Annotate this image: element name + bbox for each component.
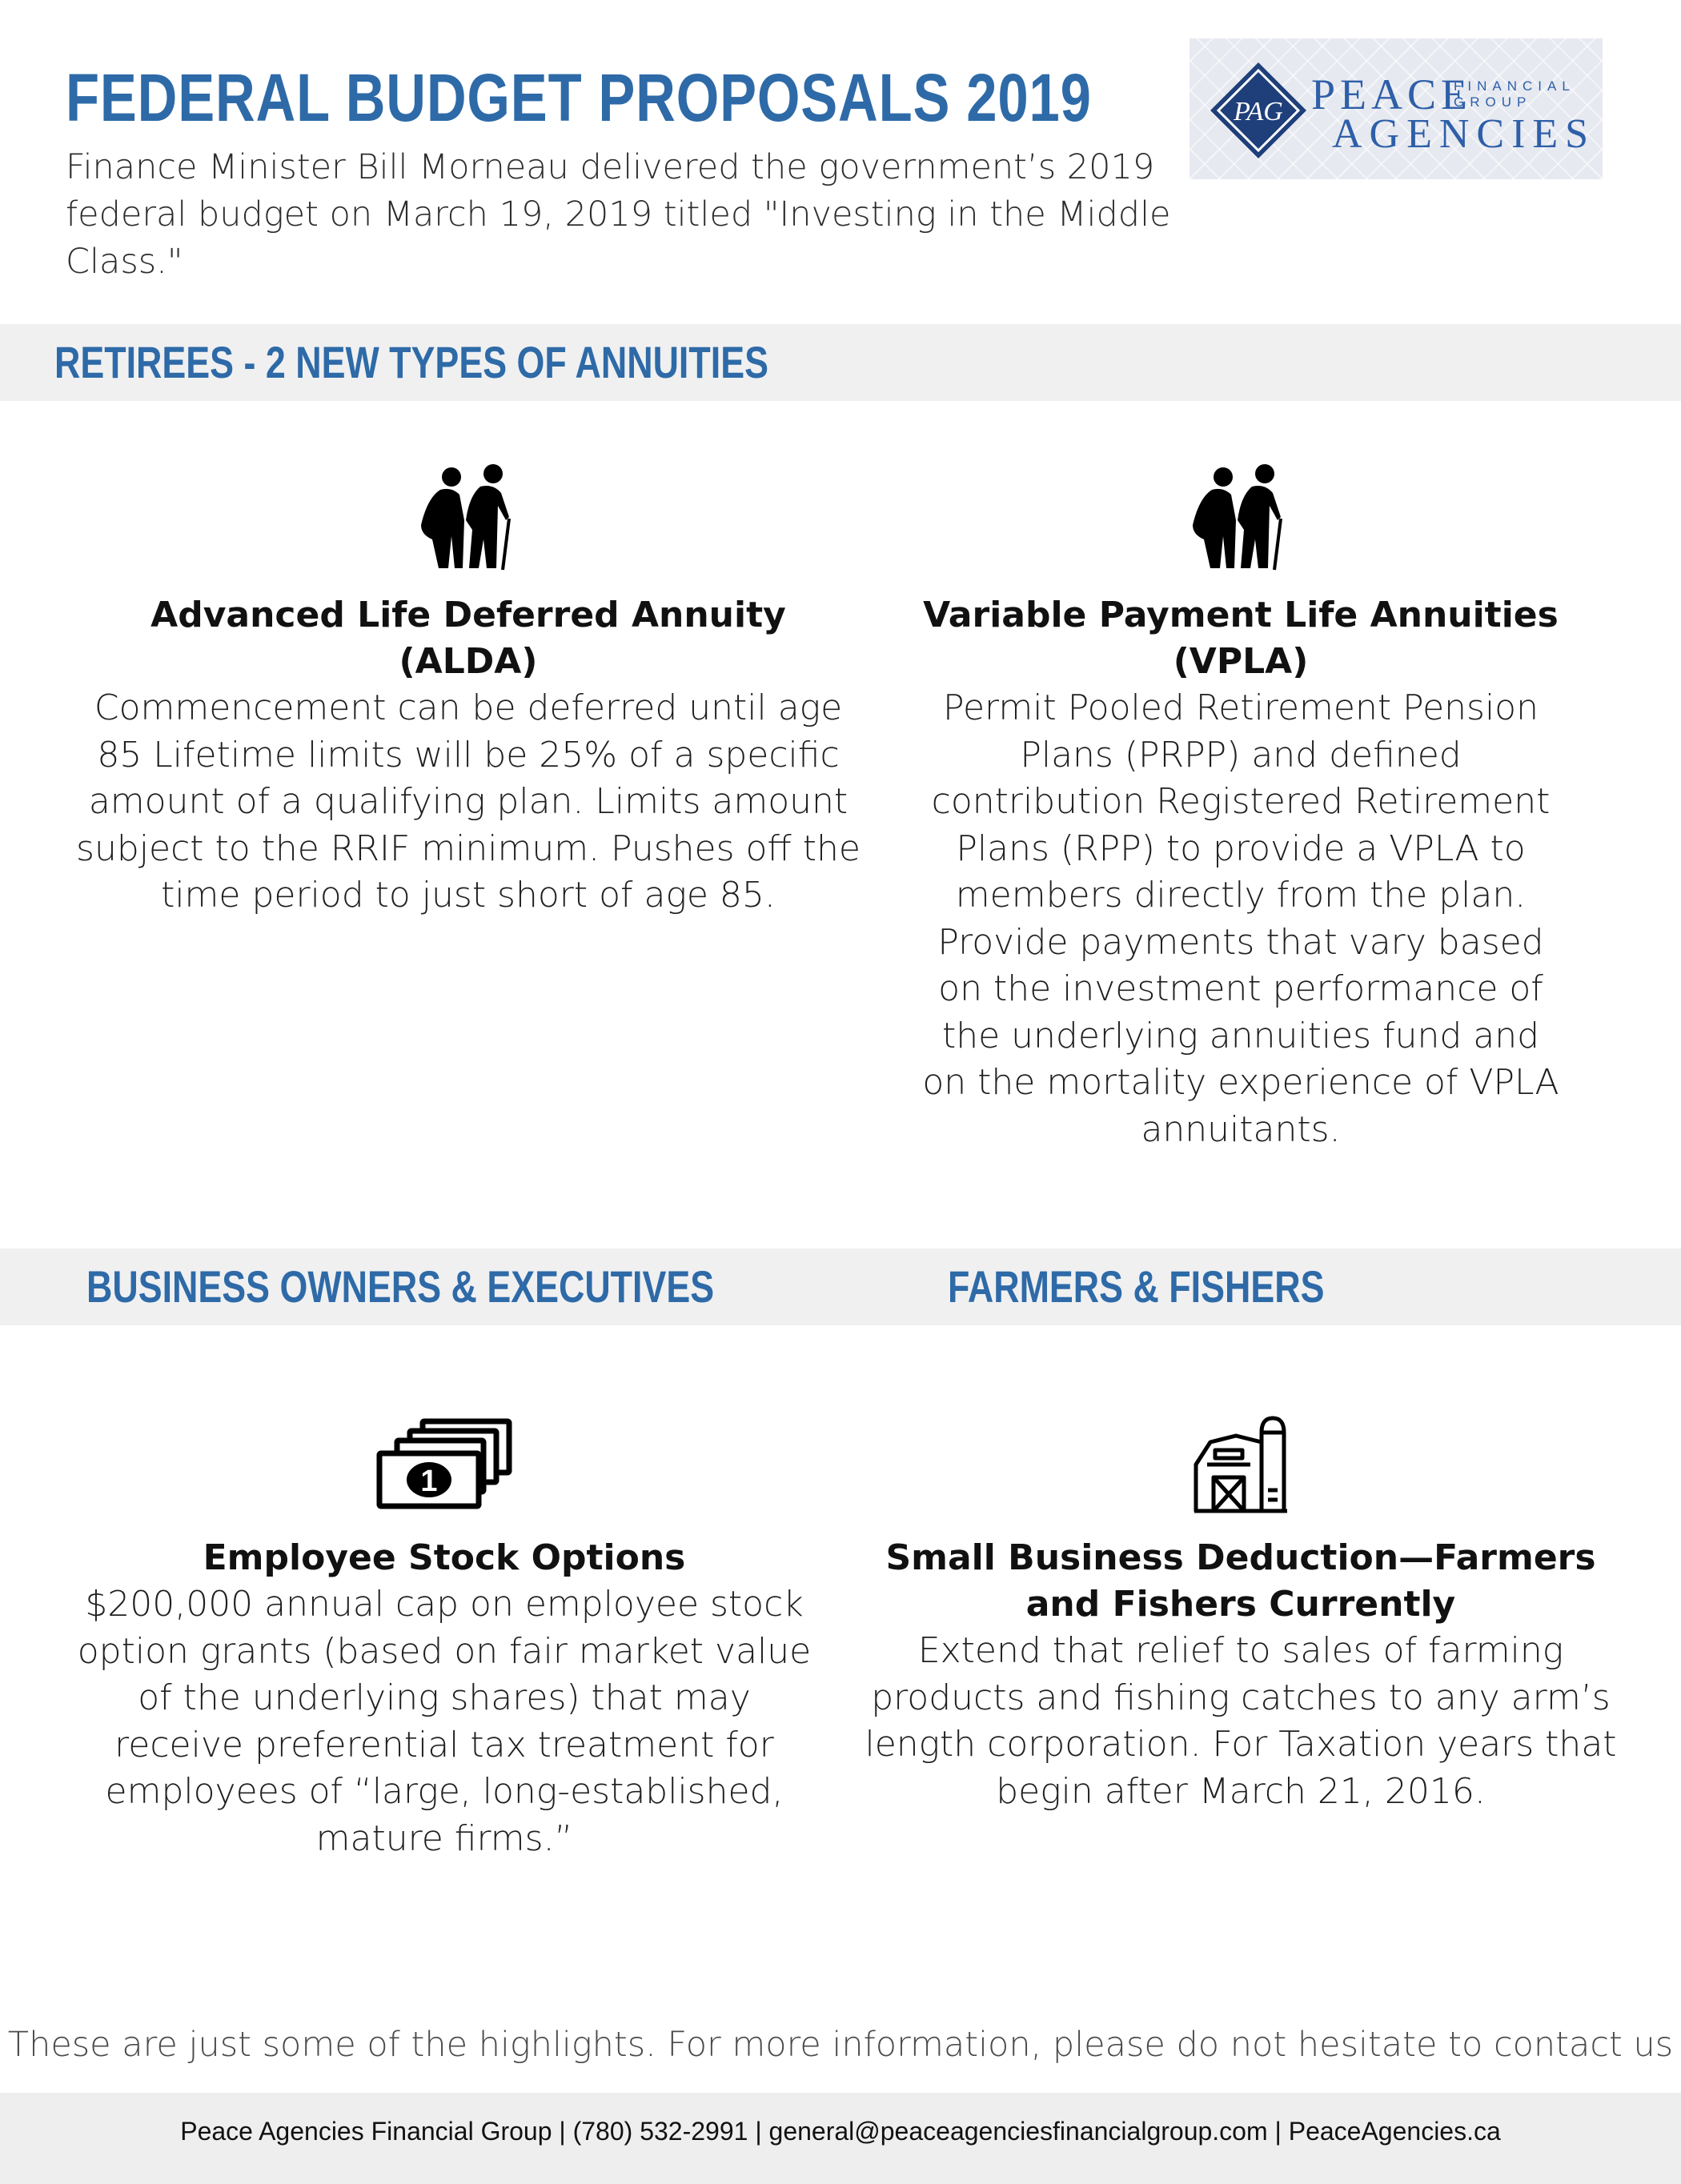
logo-word-agencies: AGENCIES <box>1332 111 1596 157</box>
elderly-couple-icon <box>416 463 522 575</box>
section-heading-farmers: FARMERS & FISHERS <box>948 1261 1325 1312</box>
logo-word-group: GROUP <box>1454 94 1532 110</box>
money-stack-icon <box>375 1417 516 1513</box>
alda-title-line1: Advanced Life Deferred Annuity <box>150 595 786 635</box>
logo-diamond-emblem <box>1209 61 1308 160</box>
company-logo <box>1190 38 1603 179</box>
alda-title-line2: (ALDA) <box>399 641 538 682</box>
logo-monogram: PAG <box>1234 97 1283 126</box>
section-heading-business: BUSINESS OWNERS & EXECUTIVES <box>86 1261 715 1312</box>
farmers-title: Small Business Deduction—Farmers and Fishers Currently <box>885 1537 1596 1625</box>
stock-options-body: $200,000 annual cap on employee stock option grants (based on fair market value of the underlying shares) that may receive preferential tax treatment for employees of “large, long-established, mature firms.” <box>77 1584 812 1859</box>
vpla-title-line1: Variable Payment Life Annuities <box>923 595 1559 635</box>
svg-text:1: 1 <box>420 1465 438 1498</box>
logo-word-financial: FINANCIAL <box>1454 78 1575 94</box>
intro-paragraph: Finance Minister Bill Morneau delivered the government’s 2019 federal budget on March 19, 2019 titled "Investing in the Middle Class." <box>66 147 1171 282</box>
alda-body: Commencement can be deferred until age 85 Lifetime limits will be 25% of a specific amount of a qualifying plan. Limits amount subject to the RRIF minimum. Pushes off the time period to just short of age 85. <box>76 687 861 916</box>
stock-options-title: Employee Stock Options <box>203 1537 686 1578</box>
page-title: FEDERAL BUDGET PROPOSALS 2019 <box>66 60 1092 135</box>
elderly-couple-icon <box>1188 463 1294 575</box>
section-heading-retirees: RETIREES - 2 NEW TYPES OF ANNUITIES <box>54 337 768 387</box>
footer-contact: Peace Agencies Financial Group | (780) 532-2991 | general@peaceagenciesfinancialgroup.com | PeaceAgencies.ca <box>180 2117 1501 2146</box>
logo-word-peace: PEACE <box>1311 70 1473 118</box>
farmers-body: Extend that relief to sales of farming products and fishing catches to any arm’s length corporation. For Taxation years that begin after March 21, 2016. <box>865 1630 1617 1812</box>
vpla-title-line2: (VPLA) <box>1173 641 1309 682</box>
vpla-body: Permit Pooled Retirement Pension Plans (PRPP) and defined contribution Registered Retirement Plans (RPP) to provide a VPLA to members directly from the plan. Provide payments that vary based on the investment performance of the underlying annuities fund and on the mortality experience of VPLA annuitants. <box>922 687 1559 1150</box>
barn-silo-icon <box>1191 1413 1290 1514</box>
closing-statement: These are just some of the highlights. For more information, please do not hesitate to contact us <box>7 2025 1674 2065</box>
